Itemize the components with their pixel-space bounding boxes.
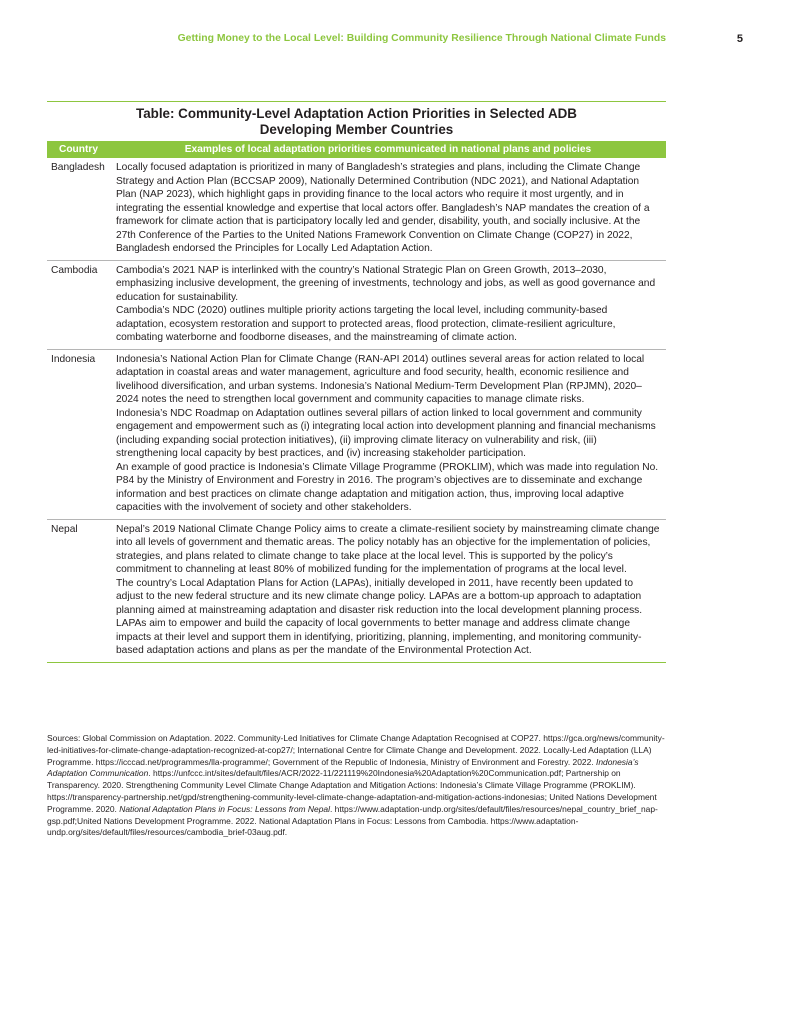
paragraph: An example of good practice is Indonesia’s Climate Village Programme (PROKLIM), which was made into regulation No. P84 by the Ministry of Environment and Forestry in 2016. The program’s objectives are to disseminate and exchange information and best practices on climate change adaptation and mitigation action, thus, improving local adaptive capacities with the involvement of society and other stakeholders. [116, 461, 659, 513]
header-title: Getting Money to the Local Level: Building Community Resilience Through National Climate Funds [177, 33, 666, 44]
paragraph: Indonesia’s National Action Plan for Climate Change (RAN-API 2014) outlines several areas for action related to local adaptation in coastal areas and water management, agriculture and food security, health, economic resilience and livelihood diversification, and urban systems. Indonesia’s National Medium-Term Development Plan (RPJMN), 2020–2024 notes the need to strengthen local government and community capacities to manage climate risks. [116, 353, 645, 405]
examples-cell [116, 161, 666, 256]
sources-text: . https://unfccc.int/sites/default/files/ACR/2022-11/221119%20Indonesia%20Adaptation%20Communication.pdf; Partnership on Transparency. 2020. Strengthening Community Level Climate Change Adaptation and Mitigation Actions: Indonesia’s Climate Village Programme (PROKLIM). https://transparency-partnership.net/gpd/strengthening-community-level-climate-change-adaptation-and-mitigation-actions-indonesias; United Nations Development Programme. 2020. [47, 768, 657, 814]
page-number: 5 [736, 33, 743, 45]
paragraph: Indonesia’s NDC Roadmap on Adaptation outlines several pillars of action linked to local government and community engagement and empowerment such as (i) integrating local action into development planning and financial mechanisms (including expanding social protection initiatives), (ii) improving climate literacy on vulnerability and risk, (iii) strengthening local capacity by best practices, and (iv) increasing stakeholder participation. [116, 407, 656, 459]
table-title: Table: Community-Level Adaptation Action Priorities in Selected ADB Developing Member Countries [136, 106, 577, 137]
sources-note [47, 733, 669, 839]
examples-cell [116, 523, 666, 658]
paragraph: Cambodia’s NDC (2020) outlines multiple priority actions targeting the local level, including community-based adaptation, ecosystem restoration and support to protected areas, flood protection, climate-resilient agriculture, combating waterborne and foodborne diseases, and the mainstreaming of climate action. [116, 305, 616, 343]
table-row [47, 520, 666, 663]
examples-cell [116, 264, 666, 345]
country-cell: Cambodia [51, 264, 98, 276]
country-cell: Nepal [51, 523, 78, 535]
column-header-examples: Examples of local adaptation priorities communicated in national plans and policies [184, 144, 592, 155]
paragraph: Nepal’s 2019 National Climate Change Policy aims to create a climate-resilient society by mainstreaming climate change into all levels of government and thematic areas. The policy notably has an objective for the implementation of policies, strategies, and plans related to climate change to take place at the local level. This is supported by the policy’s commitment to channeling at least 80% of mobilized funding for the implementation of programs at the local level. [116, 523, 660, 575]
country-cell: Bangladesh [51, 162, 105, 173]
sources-italic-title: National Adaptation Plans in Focus: Lessons from Nepal [119, 803, 330, 814]
paragraph: Cambodia’s 2021 NAP is interlinked with the country’s National Strategic Plan on Green Growth, 2013–2030, emphasizing inclusive development, the greening of investments, technology and jobs, as well as good governance and education for sustainability. [116, 264, 656, 303]
table-row [47, 261, 666, 350]
table-top-rule [47, 101, 666, 102]
sources-italic-title: Indonesia’s Adaptation Communication [47, 756, 639, 779]
running-header [0, 33, 791, 49]
sources-text: Sources: Global Commission on Adaptation. 2022. Community-Led Initiatives for Climate Change Adaptation Recognised at COP27. https://gca.org/news/community-led-initiatives-for-climate-change-adaptation-recognized-at-cop27/; International Centre for Climate Change and Development. 2022. Locally-Led Adaptation (LLA) Programme. https://icccad.net/programmes/lla-programme/; Government of the Republic of Indonesia, Ministry of Environment and Forestry. 2022. [47, 733, 665, 767]
paragraph: Locally focused adaptation is prioritized in many of Bangladesh’s strategies and plans, including the Climate Change Strategy and Action Plan (BCCSAP 2009), Nationally Determined Contribution (NDC 2021), and National Adaptation Plan (NAP 2023), which highlight gaps in providing finance to the local actors who require it most urgently, and in integrating the essential knowledge and expertise that local actors offer. Bangladesh’s NAP mandates the creation of a framework for climate action that is participatory locally led and gender, disability, youth, and socially inclusive. At the 27th Conference of the Parties to the United Nations Framework Convention on Climate Change (COP27) in 2022, Bangladesh endorsed the Principles for Locally Led Adaptation Action. [116, 162, 650, 254]
examples-cell [116, 353, 666, 515]
table-header-row [47, 141, 666, 158]
paragraph: The country’s Local Adaptation Plans for Action (LAPAs), initially developed in 2011, have recently been updated to adjust to the new federal structure and its new climate change policy. LAPAs are a bottom-up approach to adaptation planning aimed at mainstreaming adaptation and disaster risk reduction into the local development planning process. LAPAs aim to empower and build the capacity of local governments to better manage and address climate change impacts at their level and support them in identifying, prioritizing, planning, implementing, and monitoring community-based adaptation actions and plans as per the mandate of the Environmental Protection Act. [116, 577, 643, 656]
country-cell: Indonesia [51, 353, 96, 365]
table-row [47, 158, 666, 261]
sources-text: . https://www.adaptation-undp.org/sites/default/files/resources/nepal_country_brief_nap-gsp.pdf;United Nations Development Programme. 2022. National Adaptation Plans in Focus: Lessons from Cambodia. https://www.adaptation-undp.org/sites/default/files/resources/cambodia_brief-03aug.pdf. [47, 803, 658, 838]
priorities-table [47, 101, 666, 663]
column-header-country: Country [58, 144, 99, 155]
table-row [47, 350, 666, 520]
